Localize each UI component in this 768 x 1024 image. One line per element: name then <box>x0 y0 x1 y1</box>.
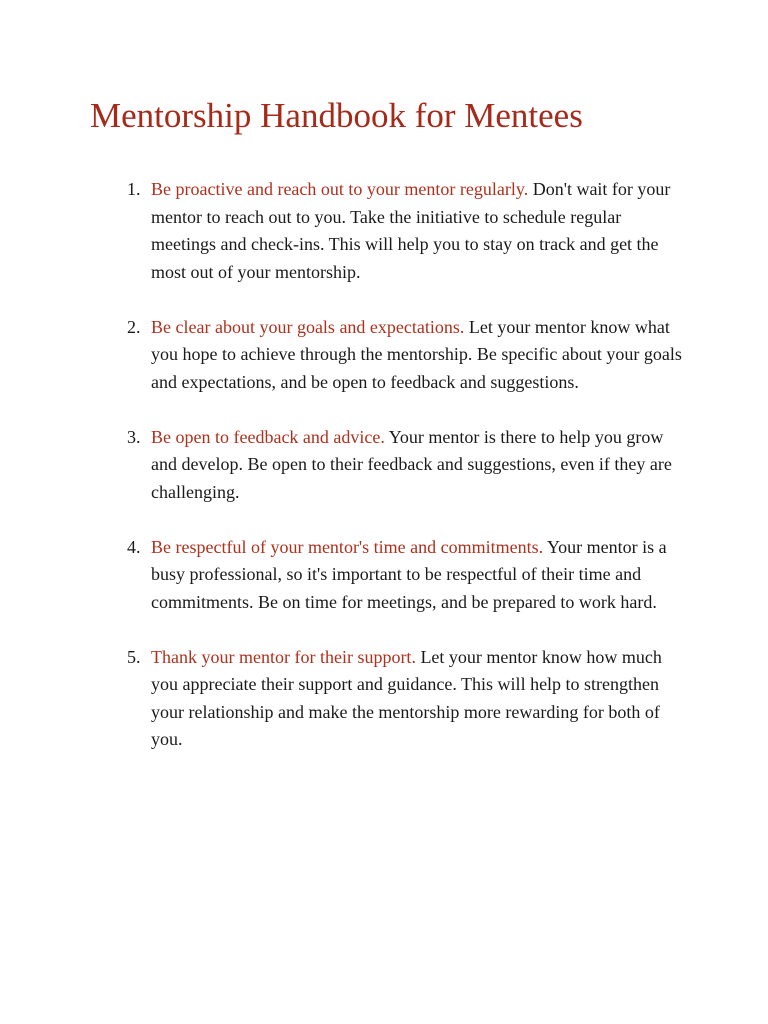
item-lead: Be clear about your goals and expectations. <box>151 316 469 337</box>
list-item <box>127 176 686 286</box>
list-item <box>127 314 686 397</box>
item-lead: Thank your mentor for their support. <box>151 646 421 667</box>
item-number: 3. <box>127 426 141 447</box>
item-body: Let your mentor know what you hope to achieve through the mentorship. Be specific about your goals and expectations, and be open to feedback and suggestions. <box>151 316 682 392</box>
item-lead: Be respectful of your mentor's time and commitments. <box>151 536 547 557</box>
item-lead: Be proactive and reach out to your mentor regularly. <box>151 179 533 199</box>
item-body: Let your mentor know how much you appreciate their support and guidance. This will help to strengthen your relationship and make the mentorship more rewarding for both of you. <box>151 646 662 749</box>
item-body: Don't wait for your mentor to reach out to you. Take the initiative to schedule regular meetings and check-ins. This will help you to stay on track and get the most out of your mentorship. <box>151 179 671 282</box>
item-body: Your mentor is a busy professional, so it's important to be respectful of their time and commitments. Be on time for meetings, and be prepared to work hard. <box>151 536 667 612</box>
item-number: 1. <box>127 179 141 199</box>
list-item <box>127 644 686 754</box>
page-title: Mentorship Handbook for Mentees <box>90 96 583 135</box>
item-body: Your mentor is there to help you grow and develop. Be open to their feedback and suggestions, even if they are challenging. <box>151 426 672 502</box>
list-item <box>127 424 686 507</box>
item-number: 5. <box>127 646 141 667</box>
tips-list <box>127 176 686 781</box>
item-lead: Be open to feedback and advice. <box>151 426 389 447</box>
item-number: 4. <box>127 536 141 557</box>
item-number: 2. <box>127 316 141 337</box>
list-item <box>127 534 686 617</box>
